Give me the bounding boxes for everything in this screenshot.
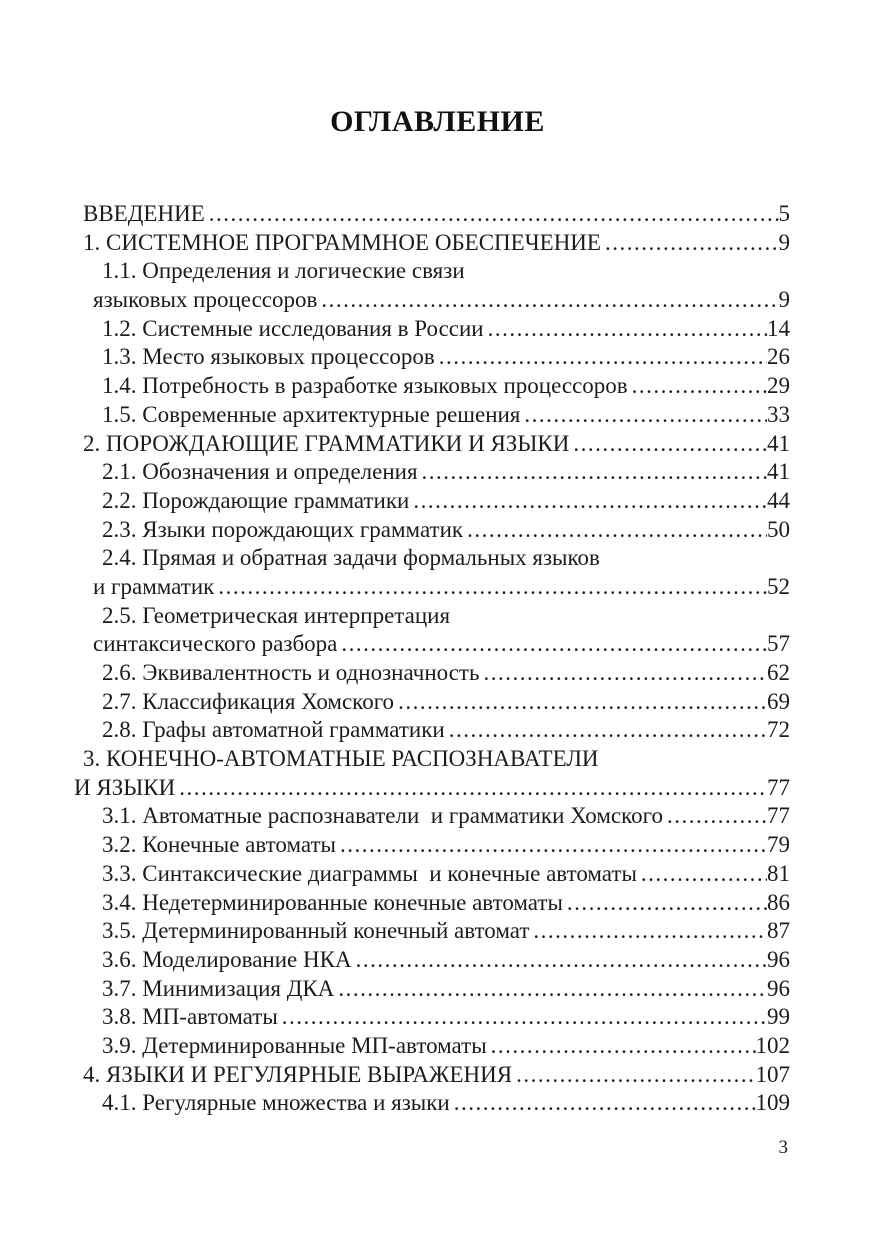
toc-entry-text: 3.6. Моделирование НКА (102, 946, 352, 972)
toc-page-number: 44 (767, 487, 790, 513)
toc-row (74, 229, 790, 258)
toc-entry-text: 2.8. Графы автоматной грамматики (102, 717, 445, 743)
toc-row (74, 860, 790, 889)
toc-leader-dots (394, 688, 767, 717)
toc-row (74, 401, 790, 430)
toc-entry-text: 4. ЯЗЫКИ И РЕГУЛЯРНЫЕ ВЫРАЖЕНИЯ (83, 1061, 513, 1087)
toc-row (74, 1032, 790, 1061)
toc-leader-dots (637, 860, 767, 889)
toc-entry-text: языковых процессоров (93, 287, 318, 313)
toc-entry-text: 1.5. Современные архитектурные решения (102, 401, 521, 427)
toc-leader-dots (450, 1089, 756, 1118)
toc-page-number: 107 (755, 1061, 790, 1087)
toc-page-number: 69 (767, 688, 790, 714)
toc-leader-dots (479, 659, 767, 688)
toc-leader-dots (487, 1032, 756, 1061)
toc-leader-dots (663, 802, 767, 831)
toc-page-number: 9 (778, 287, 790, 313)
toc-leader-dots (214, 573, 767, 602)
toc-leader-dots (529, 917, 767, 946)
toc-row (74, 688, 790, 717)
toc-entry-text: 3.3. Синтаксические диаграммы и конечные автоматы (102, 860, 637, 886)
toc-entry-text: 2.3. Языки порождающих грамматик (102, 516, 464, 542)
toc-row (74, 630, 790, 659)
toc-entry-text: 2. ПОРОЖДАЮЩИЕ ГРАММАТИКИ И ЯЗЫКИ (83, 430, 570, 456)
toc-page-number: 109 (755, 1090, 790, 1116)
toc-row (74, 975, 790, 1004)
toc-entry-text: 3.1. Автоматные распознаватели и грамматики Хомского (102, 803, 663, 829)
toc-page-number: 86 (767, 889, 790, 915)
toc-entry-text: и грамматик (93, 573, 215, 599)
toc-entry-text: 3.7. Минимизация ДКА (102, 975, 335, 1001)
toc-entry-text: 4.1. Регулярные множества и языки (102, 1090, 450, 1116)
toc-leader-dots (512, 1061, 755, 1090)
toc-entry-text: 3.2. Конечные автоматы (102, 832, 336, 858)
toc-leader-dots (336, 831, 767, 860)
toc-page-number: 99 (767, 1004, 790, 1030)
toc-row (74, 315, 790, 344)
toc-page-number: 26 (767, 344, 790, 370)
toc-page-number: 29 (767, 373, 790, 399)
toc-leader-dots (628, 372, 767, 401)
toc-leader-dots (563, 889, 767, 918)
toc-entry-text: ВВЕДЕНИЕ (83, 201, 205, 226)
toc-leader-dots (484, 315, 767, 344)
page-title: ОГЛАВЛЕНИЕ (330, 105, 545, 138)
folio-page-number: 3 (778, 1137, 788, 1158)
toc-entry-text: 1. СИСТЕМНОЕ ПРОГРАММНОЕ ОБЕСПЕЧЕНИЕ (83, 229, 601, 255)
toc-page-number: 9 (778, 229, 790, 255)
toc-entry-text: 1.2. Системные исследования в России (102, 315, 484, 341)
toc-leader-dots (317, 286, 778, 315)
toc-list (74, 200, 790, 1118)
toc-row (74, 487, 790, 516)
toc-row (74, 831, 790, 860)
toc-row (74, 659, 790, 688)
toc-row (74, 573, 790, 602)
toc-page-number: 5 (778, 201, 790, 226)
toc-leader-dots (445, 716, 767, 745)
toc-entry-text: 3.9. Детерминированные МП-автоматы (102, 1032, 487, 1058)
toc-leader-dots (175, 774, 767, 803)
toc-entry-text: 2.6. Эквивалентность и однозначность (102, 660, 480, 685)
toc-page-number: 102 (755, 1032, 790, 1058)
toc-row (74, 917, 790, 946)
toc-row (74, 458, 790, 487)
toc-page-number: 62 (767, 660, 790, 685)
toc-page-number: 33 (767, 401, 790, 427)
toc-row (74, 1089, 790, 1118)
toc-page-number: 57 (767, 631, 790, 657)
toc-page-number: 96 (767, 946, 790, 972)
toc-entry-text: И ЯЗЫКИ (74, 774, 176, 800)
toc-row (74, 257, 790, 286)
toc-row (74, 516, 790, 545)
toc-leader-dots (435, 343, 767, 372)
toc-entry-text: 2.7. Классификация Хомского (102, 688, 395, 714)
toc-entry-text: 3. КОНЕЧНО-АВТОМАТНЫЕ РАСПОЗНАВАТЕЛИ (83, 746, 599, 772)
toc-row (74, 544, 790, 573)
toc-leader-dots (409, 487, 767, 516)
toc-entry-text: синтаксического разбора (93, 631, 338, 657)
toc-leader-dots (337, 630, 767, 659)
toc-row (74, 343, 790, 372)
toc-entry-text: 2.5. Геометрическая интерпретация (102, 602, 451, 628)
toc-row (74, 430, 790, 459)
toc-leader-dots (463, 516, 767, 545)
toc-row (74, 745, 790, 774)
toc-leader-dots (601, 229, 779, 258)
toc-leader-dots (205, 200, 779, 229)
toc-leader-dots (278, 1003, 767, 1032)
toc-row (74, 774, 790, 803)
toc-page-number: 77 (767, 774, 790, 800)
toc-page-number: 96 (767, 975, 790, 1001)
toc-entry-text: 3.4. Недетерминированные конечные автоматы (102, 889, 563, 915)
toc-page-number: 41 (767, 459, 790, 485)
toc-leader-dots (418, 458, 767, 487)
toc-entry-text: 1.1. Определения и логические связи (102, 258, 465, 284)
toc-page-number: 41 (767, 430, 790, 456)
toc-page-number: 14 (767, 315, 790, 341)
toc-leader-dots (334, 975, 767, 1004)
toc-entry-text: 2.1. Обозначения и определения (102, 459, 418, 485)
toc-row (74, 200, 790, 229)
toc-page-number: 50 (767, 516, 790, 542)
toc-row (74, 889, 790, 918)
toc-row (74, 602, 790, 631)
toc-entry-text: 1.3. Место языковых процессоров (102, 344, 435, 370)
toc-leader-dots (520, 401, 767, 430)
toc-row (74, 946, 790, 975)
toc-row (74, 716, 790, 745)
toc-page-number: 52 (767, 573, 790, 599)
toc-entry-text: 1.4. Потребность в разработке языковых процессоров (102, 373, 628, 399)
toc-entry-text: 2.2. Порождающие грамматики (102, 487, 410, 513)
toc-entry-text: 3.5. Детерминированный конечный автомат (102, 918, 530, 944)
toc-row (74, 286, 790, 315)
toc-page-number: 87 (767, 918, 790, 944)
toc-row (74, 372, 790, 401)
toc-page-number: 72 (767, 717, 790, 743)
toc-row (74, 1003, 790, 1032)
toc-page-number: 77 (767, 803, 790, 829)
toc-leader-dots (569, 430, 767, 459)
toc-leader-dots (352, 946, 767, 975)
toc-page-number: 79 (767, 832, 790, 858)
toc-entry-text: 3.8. МП-автоматы (102, 1004, 278, 1030)
toc-row (74, 802, 790, 831)
toc-page-number: 81 (767, 860, 790, 886)
toc-entry-text: 2.4. Прямая и обратная задачи формальных языков (102, 545, 600, 571)
toc-row (74, 1061, 790, 1090)
